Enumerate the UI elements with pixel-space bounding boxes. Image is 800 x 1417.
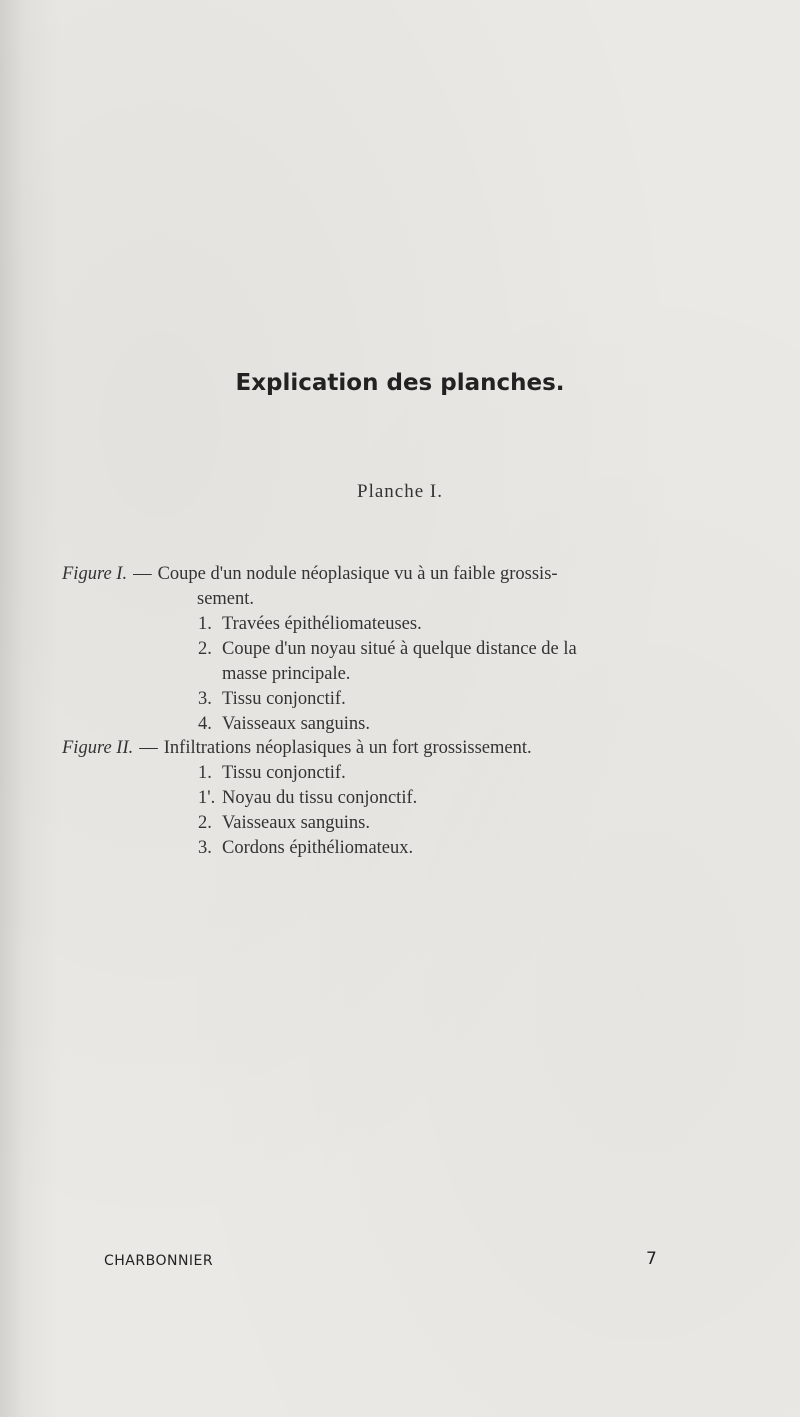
figure-2-description: Infiltrations néoplasiques à un fort grossissement. [163, 738, 532, 758]
item-number: 3. [198, 689, 212, 709]
page-edge-shadow [0, 0, 60, 1417]
list-item-continuation: masse principale. [222, 664, 351, 684]
footer-author: CHARBONNIER [104, 1253, 214, 1269]
list-item [62, 763, 782, 788]
figure-2-block [62, 738, 782, 863]
list-item [62, 838, 782, 863]
figure-1-dash: — [133, 564, 152, 584]
item-number: 1. [198, 614, 212, 634]
item-text: Cordons épithéliomateux. [222, 838, 414, 858]
item-text: Travées épithéliomateuses. [222, 614, 422, 634]
item-number: 3. [198, 838, 212, 858]
item-text: Vaisseaux sanguins. [222, 714, 370, 734]
figure-1-description-cont: sement. [197, 589, 255, 609]
figure-2-label: Figure II. [62, 738, 134, 758]
item-number: 1'. [198, 788, 216, 808]
item-text: Coupe d'un noyau situé à quelque distance de la [222, 639, 577, 659]
page-title: Explication des planches. [235, 370, 565, 396]
list-item [62, 714, 782, 739]
item-text: Noyau du tissu conjonctif. [222, 788, 418, 808]
item-number: 4. [198, 714, 212, 734]
plate-title: Planche I. [357, 481, 443, 502]
figure-2-header [62, 738, 782, 763]
list-item [62, 639, 782, 664]
page-number: 7 [646, 1249, 657, 1269]
figure-1-description: Coupe d'un nodule néoplasique vu à un faible grossis- [157, 564, 558, 584]
list-item [62, 788, 782, 813]
list-item [62, 614, 782, 639]
figure-1-block [62, 564, 782, 739]
item-number: 2. [198, 813, 212, 833]
item-text: Vaisseaux sanguins. [222, 813, 370, 833]
item-text: Tissu conjonctif. [222, 763, 346, 783]
list-item [62, 813, 782, 838]
item-text: Tissu conjonctif. [222, 689, 346, 709]
figure-1-header [62, 564, 782, 589]
item-number: 1. [198, 763, 212, 783]
figure-2-dash: — [139, 738, 158, 758]
item-number: 2. [198, 639, 212, 659]
list-item [62, 689, 782, 714]
figure-1-label: Figure I. [62, 564, 128, 584]
